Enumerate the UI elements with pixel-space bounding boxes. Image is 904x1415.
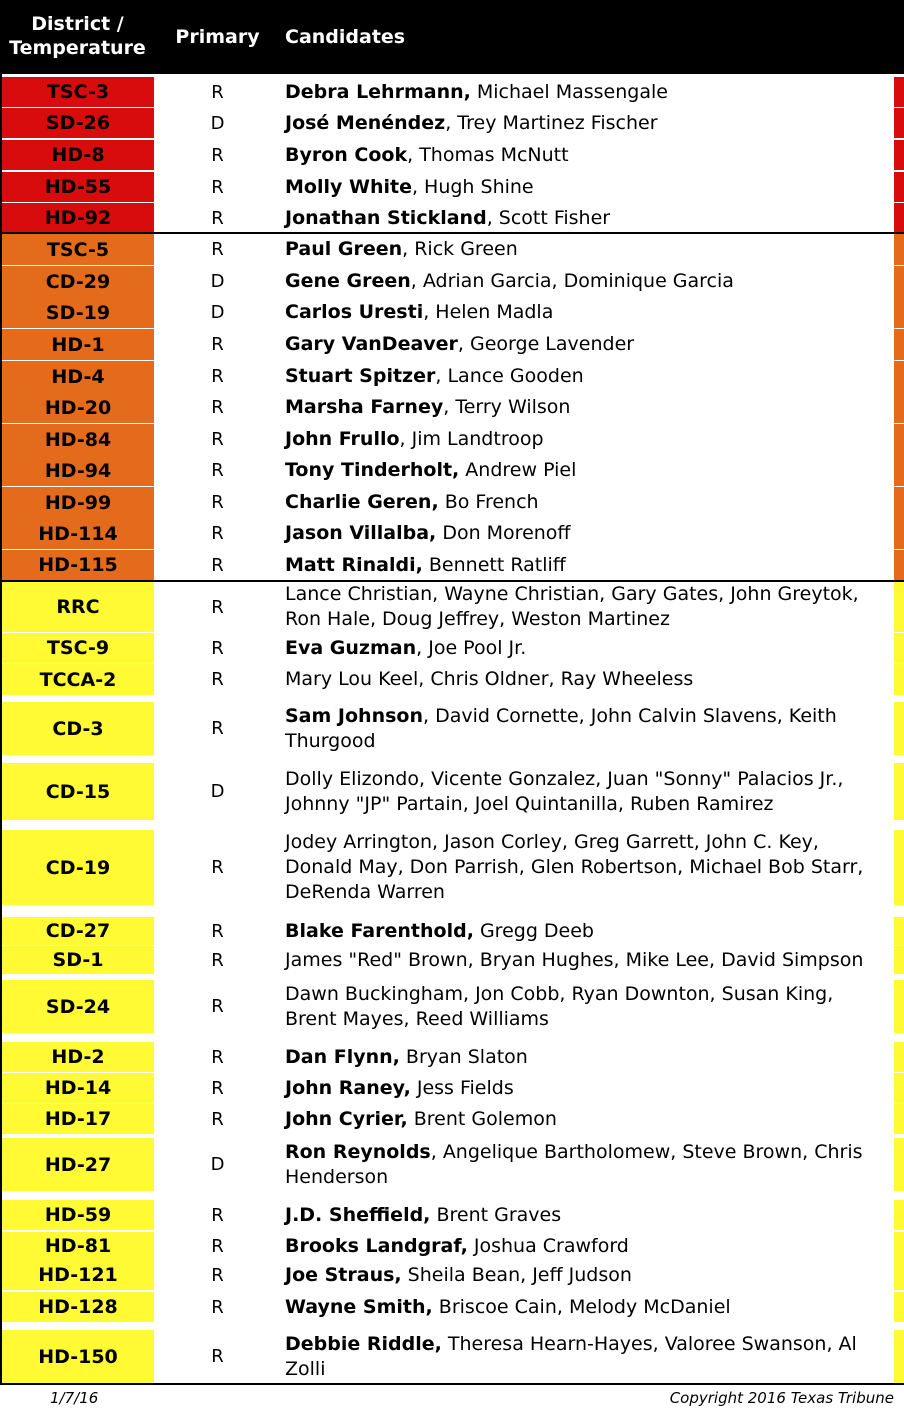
primary-cell: D bbox=[210, 112, 225, 134]
table-row bbox=[0, 1104, 904, 1134]
table-row bbox=[0, 1200, 904, 1230]
candidates-cell bbox=[285, 487, 880, 518]
district-cell: HD-94 bbox=[2, 455, 154, 486]
temperature-stripe bbox=[894, 763, 904, 820]
district-cell: HD-150 bbox=[2, 1330, 154, 1383]
temperature-stripe bbox=[894, 77, 904, 107]
temperature-stripe bbox=[894, 361, 904, 392]
lead-candidate: Joe Straus, bbox=[285, 1263, 402, 1286]
lead-candidate: José Menéndez bbox=[285, 111, 446, 134]
district-cell: SD-19 bbox=[2, 297, 154, 328]
candidates-cell bbox=[285, 203, 880, 233]
candidates-cell bbox=[285, 582, 880, 632]
candidates-cell bbox=[285, 455, 880, 486]
district-cell: HD-115 bbox=[2, 550, 154, 580]
temperature-stripe bbox=[894, 582, 904, 632]
temperature-stripe bbox=[894, 203, 904, 233]
other-candidates: , Lance Gooden bbox=[435, 365, 584, 387]
temperature-stripe bbox=[894, 108, 904, 138]
temperature-stripe bbox=[894, 830, 904, 905]
district-cell: HD-99 bbox=[2, 487, 154, 518]
district-cell: RRC bbox=[2, 582, 154, 632]
temperature-stripe bbox=[894, 702, 904, 755]
candidates-cell bbox=[285, 664, 880, 695]
table-row bbox=[0, 455, 904, 486]
table-row bbox=[0, 1292, 904, 1322]
primary-cell: R bbox=[211, 366, 224, 387]
table-row bbox=[0, 1138, 904, 1191]
other-candidates: , David Cornette, John Calvin Slavens, Keith Thurgood bbox=[285, 704, 837, 752]
table-row bbox=[0, 1042, 904, 1072]
district-cell: CD-27 bbox=[2, 917, 154, 945]
primary-cell: R bbox=[211, 81, 224, 103]
temperature-stripe bbox=[894, 633, 904, 663]
temperature-stripe bbox=[894, 917, 904, 945]
table-row bbox=[0, 582, 904, 632]
candidates-cell bbox=[285, 329, 880, 360]
candidates-cell bbox=[285, 234, 880, 265]
left-border bbox=[0, 74, 2, 1385]
other-candidates: Theresa Hearn-Hayes, Valoree Swanson, Al Zolli bbox=[285, 1332, 857, 1380]
candidates-cell bbox=[285, 830, 880, 905]
district-cell: HD-14 bbox=[2, 1073, 154, 1103]
primary-cell: R bbox=[211, 144, 224, 166]
other-candidates: Brent Golemon bbox=[407, 1107, 557, 1130]
other-candidates: Bo French bbox=[438, 491, 539, 513]
other-candidates: Andrew Piel bbox=[459, 459, 577, 481]
lead-candidate: Wayne Smith, bbox=[285, 1295, 433, 1318]
header-district-line1: District / bbox=[31, 13, 124, 35]
lead-candidate: Dan Flynn, bbox=[285, 1045, 400, 1068]
other-candidates: Dawn Buckingham, Jon Cobb, Ryan Downton, Susan King, Brent Mayes, Reed Williams bbox=[285, 982, 834, 1030]
primary-cell: R bbox=[211, 596, 224, 618]
candidates-cell bbox=[285, 917, 880, 945]
other-candidates: , Thomas McNutt bbox=[407, 143, 569, 166]
other-candidates: , Angelique Bartholomew, Steve Brown, Chris Henderson bbox=[285, 1140, 863, 1188]
lead-candidate: J.D. Sheffield, bbox=[285, 1203, 431, 1226]
primary-cell: R bbox=[211, 1235, 224, 1257]
district-cell: HD-55 bbox=[2, 172, 154, 202]
table-row bbox=[0, 518, 904, 549]
lead-candidate: Marsha Farney bbox=[285, 396, 444, 418]
other-candidates: Mary Lou Keel, Chris Oldner, Ray Wheeless bbox=[285, 668, 694, 690]
temperature-stripe bbox=[894, 140, 904, 170]
table-row bbox=[0, 917, 904, 945]
lead-candidate: Ron Reynolds bbox=[285, 1140, 431, 1163]
table-row bbox=[0, 487, 904, 518]
district-cell: TSC-9 bbox=[2, 633, 154, 663]
other-candidates: Michael Massengale bbox=[470, 80, 668, 103]
table-row bbox=[0, 203, 904, 233]
primary-cell: R bbox=[211, 669, 224, 690]
primary-cell: R bbox=[211, 492, 224, 513]
other-candidates: , Jim Landtroop bbox=[399, 428, 544, 450]
footer-date: 1/7/16 bbox=[50, 1389, 99, 1407]
candidates-cell bbox=[285, 1104, 880, 1134]
district-cell: HD-84 bbox=[2, 424, 154, 455]
primary-cell: R bbox=[211, 239, 224, 260]
temperature-stripe bbox=[894, 664, 904, 695]
lead-candidate: Gene Green bbox=[285, 270, 411, 292]
district-cell: SD-1 bbox=[2, 946, 154, 974]
other-candidates: Gregg Deeb bbox=[473, 919, 594, 942]
table-row bbox=[0, 297, 904, 328]
district-cell: HD-4 bbox=[2, 361, 154, 392]
table-row bbox=[0, 1330, 904, 1383]
group-separator bbox=[0, 232, 904, 234]
table-row bbox=[0, 392, 904, 423]
temperature-stripe bbox=[894, 1138, 904, 1191]
primary-cell: D bbox=[210, 781, 225, 802]
other-candidates: , Helen Madla bbox=[423, 301, 554, 323]
lead-candidate: Debbie Riddle, bbox=[285, 1332, 442, 1355]
candidates-cell bbox=[285, 550, 880, 580]
primary-cell: D bbox=[210, 271, 225, 292]
table-row bbox=[0, 266, 904, 297]
header-primary: Primary bbox=[175, 26, 260, 48]
other-candidates: Briscoe Cain, Melody McDaniel bbox=[432, 1295, 731, 1318]
table-row bbox=[0, 763, 904, 820]
district-cell: SD-26 bbox=[2, 108, 154, 138]
district-cell: HD-128 bbox=[2, 1292, 154, 1322]
district-cell: HD-2 bbox=[2, 1042, 154, 1072]
candidates-cell bbox=[285, 424, 880, 455]
table-row bbox=[0, 424, 904, 455]
table-row bbox=[0, 664, 904, 695]
district-cell: HD-27 bbox=[2, 1138, 154, 1191]
lead-candidate: Jason Villalba, bbox=[285, 522, 437, 544]
candidates-cell bbox=[285, 763, 880, 820]
primary-cell: R bbox=[211, 1046, 224, 1068]
district-cell: CD-15 bbox=[2, 763, 154, 820]
district-cell: HD-20 bbox=[2, 392, 154, 423]
other-candidates: , Joe Pool Jr. bbox=[416, 636, 527, 659]
candidates-cell bbox=[285, 702, 880, 755]
other-candidates: Jodey Arrington, Jason Corley, Greg Garrett, John C. Key, Donald May, Don Parrish, Glen Robertson, Michael Bob Starr, DeRenda Warren bbox=[285, 831, 864, 903]
other-candidates: , Adrian Garcia, Dominique Garcia bbox=[410, 270, 734, 292]
table-row bbox=[0, 633, 904, 663]
temperature-stripe bbox=[894, 392, 904, 423]
lead-candidate: John Raney, bbox=[285, 1076, 411, 1099]
lead-candidate: Jonathan Stickland bbox=[285, 206, 487, 229]
table-row bbox=[0, 550, 904, 580]
group-separator bbox=[0, 580, 904, 582]
table-row bbox=[0, 830, 904, 905]
temperature-stripe bbox=[894, 487, 904, 518]
primary-cell: R bbox=[211, 176, 224, 198]
other-candidates: , Terry Wilson bbox=[443, 396, 571, 418]
table-row bbox=[0, 702, 904, 755]
candidates-cell bbox=[285, 1200, 880, 1230]
footer-copyright: Copyright 2016 Texas Tribune bbox=[669, 1389, 894, 1407]
primary-cell: R bbox=[211, 949, 224, 971]
district-cell: TCCA-2 bbox=[2, 664, 154, 695]
district-cell: CD-29 bbox=[2, 266, 154, 297]
table-row bbox=[0, 140, 904, 170]
lead-candidate: John Frullo bbox=[285, 428, 400, 450]
candidates-cell bbox=[285, 361, 880, 392]
district-cell: CD-19 bbox=[2, 830, 154, 905]
primary-cell: R bbox=[211, 637, 224, 659]
primary-cell: R bbox=[211, 996, 224, 1017]
primary-cell: R bbox=[211, 429, 224, 450]
candidates-cell bbox=[285, 140, 880, 170]
temperature-stripe bbox=[894, 266, 904, 297]
temperature-stripe bbox=[894, 1260, 904, 1290]
primary-cell: R bbox=[211, 1204, 224, 1226]
other-candidates: , George Lavender bbox=[457, 333, 635, 355]
district-cell: HD-114 bbox=[2, 518, 154, 549]
lead-candidate: Debra Lehrmann, bbox=[285, 80, 471, 103]
candidates-cell bbox=[285, 946, 880, 974]
other-candidates: James "Red" Brown, Bryan Hughes, Mike Lee, David Simpson bbox=[285, 948, 864, 971]
lead-candidate: Byron Cook bbox=[285, 143, 408, 166]
district-cell: TSC-5 bbox=[2, 234, 154, 265]
other-candidates: , Hugh Shine bbox=[411, 175, 534, 198]
temperature-stripe bbox=[894, 1104, 904, 1134]
table-row bbox=[0, 172, 904, 202]
other-candidates: Don Morenoff bbox=[436, 522, 571, 544]
candidates-cell bbox=[285, 77, 880, 107]
other-candidates: Jess Fields bbox=[410, 1076, 514, 1099]
temperature-stripe bbox=[894, 297, 904, 328]
district-cell: TSC-3 bbox=[2, 77, 154, 107]
table-row bbox=[0, 1232, 904, 1260]
temperature-stripe bbox=[894, 424, 904, 455]
table-row bbox=[0, 1260, 904, 1290]
other-candidates: , Rick Green bbox=[402, 238, 518, 260]
lead-candidate: Blake Farenthold, bbox=[285, 919, 474, 942]
candidates-cell bbox=[285, 1330, 880, 1383]
lead-candidate: Eva Guzman bbox=[285, 636, 417, 659]
district-cell: HD-1 bbox=[2, 329, 154, 360]
header-district bbox=[0, 12, 155, 60]
primary-cell: D bbox=[210, 302, 225, 323]
district-cell: HD-121 bbox=[2, 1260, 154, 1290]
primary-cell: R bbox=[211, 1296, 224, 1318]
candidates-cell bbox=[285, 266, 880, 297]
temperature-stripe bbox=[894, 1232, 904, 1260]
lead-candidate: Stuart Spitzer bbox=[285, 365, 436, 387]
temperature-stripe bbox=[894, 980, 904, 1033]
table-row bbox=[0, 980, 904, 1033]
candidates-cell bbox=[285, 392, 880, 423]
primary-cell: D bbox=[210, 1154, 225, 1175]
temperature-stripe bbox=[894, 518, 904, 549]
primary-cell: R bbox=[211, 718, 224, 739]
table-row bbox=[0, 946, 904, 974]
temperature-stripe bbox=[894, 1200, 904, 1230]
temperature-stripe bbox=[894, 946, 904, 974]
candidates-cell bbox=[285, 1292, 880, 1322]
other-candidates: , Scott Fisher bbox=[486, 206, 611, 229]
district-cell: HD-92 bbox=[2, 203, 154, 233]
lead-candidate: Brooks Landgraf, bbox=[285, 1234, 468, 1257]
district-cell: HD-59 bbox=[2, 1200, 154, 1230]
primary-cell: R bbox=[211, 1264, 224, 1286]
candidates-cell bbox=[285, 518, 880, 549]
candidates-cell bbox=[285, 1232, 880, 1260]
table-header bbox=[0, 0, 904, 74]
primary-cell: R bbox=[211, 207, 224, 229]
lead-candidate: John Cyrier, bbox=[285, 1107, 408, 1130]
temperature-stripe bbox=[894, 1292, 904, 1322]
lead-candidate: Paul Green bbox=[285, 238, 403, 260]
temperature-stripe bbox=[894, 1073, 904, 1103]
table-row bbox=[0, 77, 904, 107]
temperature-stripe bbox=[894, 172, 904, 202]
primary-cell: R bbox=[211, 857, 224, 878]
candidates-cell bbox=[285, 297, 880, 328]
bottom-rule bbox=[0, 1383, 904, 1385]
primary-cell: R bbox=[211, 460, 224, 481]
table-row bbox=[0, 1073, 904, 1103]
primary-cell: R bbox=[211, 1108, 224, 1130]
temperature-stripe bbox=[894, 329, 904, 360]
header-candidates: Candidates bbox=[285, 26, 406, 48]
temperature-stripe bbox=[894, 1042, 904, 1072]
other-candidates: Dolly Elizondo, Vicente Gonzalez, Juan "Sonny" Palacios Jr., Johnny "JP" Partain, Joel Quintanilla, Ruben Ramirez bbox=[285, 767, 844, 815]
temperature-stripe bbox=[894, 550, 904, 580]
lead-candidate: Tony Tinderholt, bbox=[285, 459, 460, 481]
lead-candidate: Matt Rinaldi, bbox=[285, 553, 423, 576]
district-cell: HD-81 bbox=[2, 1232, 154, 1260]
primary-cell: R bbox=[211, 554, 224, 576]
other-candidates: Bennett Ratliff bbox=[422, 553, 566, 576]
temperature-stripe bbox=[894, 455, 904, 486]
primary-cell: R bbox=[211, 523, 224, 544]
district-cell: HD-8 bbox=[2, 140, 154, 170]
candidates-cell bbox=[285, 1138, 880, 1191]
lead-candidate: Gary VanDeaver bbox=[285, 333, 458, 355]
lead-candidate: Carlos Uresti bbox=[285, 301, 424, 323]
table-row bbox=[0, 108, 904, 138]
other-candidates: Bryan Slaton bbox=[399, 1045, 528, 1068]
header-district-line2: Temperature bbox=[9, 37, 146, 59]
primary-cell: R bbox=[211, 397, 224, 418]
candidates-cell bbox=[285, 633, 880, 663]
candidates-cell bbox=[285, 172, 880, 202]
district-cell: HD-17 bbox=[2, 1104, 154, 1134]
lead-candidate: Molly White bbox=[285, 175, 412, 198]
candidates-cell bbox=[285, 108, 880, 138]
temperature-stripe bbox=[894, 234, 904, 265]
lead-candidate: Charlie Geren, bbox=[285, 491, 439, 513]
other-candidates: Sheila Bean, Jeff Judson bbox=[401, 1263, 632, 1286]
candidates-cell bbox=[285, 1260, 880, 1290]
district-cell: CD-3 bbox=[2, 702, 154, 755]
district-cell: SD-24 bbox=[2, 980, 154, 1033]
other-candidates: Brent Graves bbox=[430, 1203, 562, 1226]
primary-cell: R bbox=[211, 334, 224, 355]
candidates-cell bbox=[285, 1042, 880, 1072]
table-row bbox=[0, 234, 904, 265]
primary-cell: R bbox=[211, 1346, 224, 1367]
candidates-cell bbox=[285, 1073, 880, 1103]
other-candidates: Joshua Crawford bbox=[467, 1234, 629, 1257]
primary-cell: R bbox=[211, 920, 224, 942]
candidates-cell bbox=[285, 980, 880, 1033]
other-candidates: , Trey Martinez Fischer bbox=[445, 111, 658, 134]
other-candidates: Lance Christian, Wayne Christian, Gary Gates, John Greytok, Ron Hale, Doug Jeffrey, Weston Martinez bbox=[285, 583, 859, 630]
primary-cell: R bbox=[211, 1077, 224, 1099]
lead-candidate: Sam Johnson bbox=[285, 704, 423, 727]
table-row bbox=[0, 329, 904, 360]
temperature-stripe bbox=[894, 1330, 904, 1383]
table-row bbox=[0, 361, 904, 392]
